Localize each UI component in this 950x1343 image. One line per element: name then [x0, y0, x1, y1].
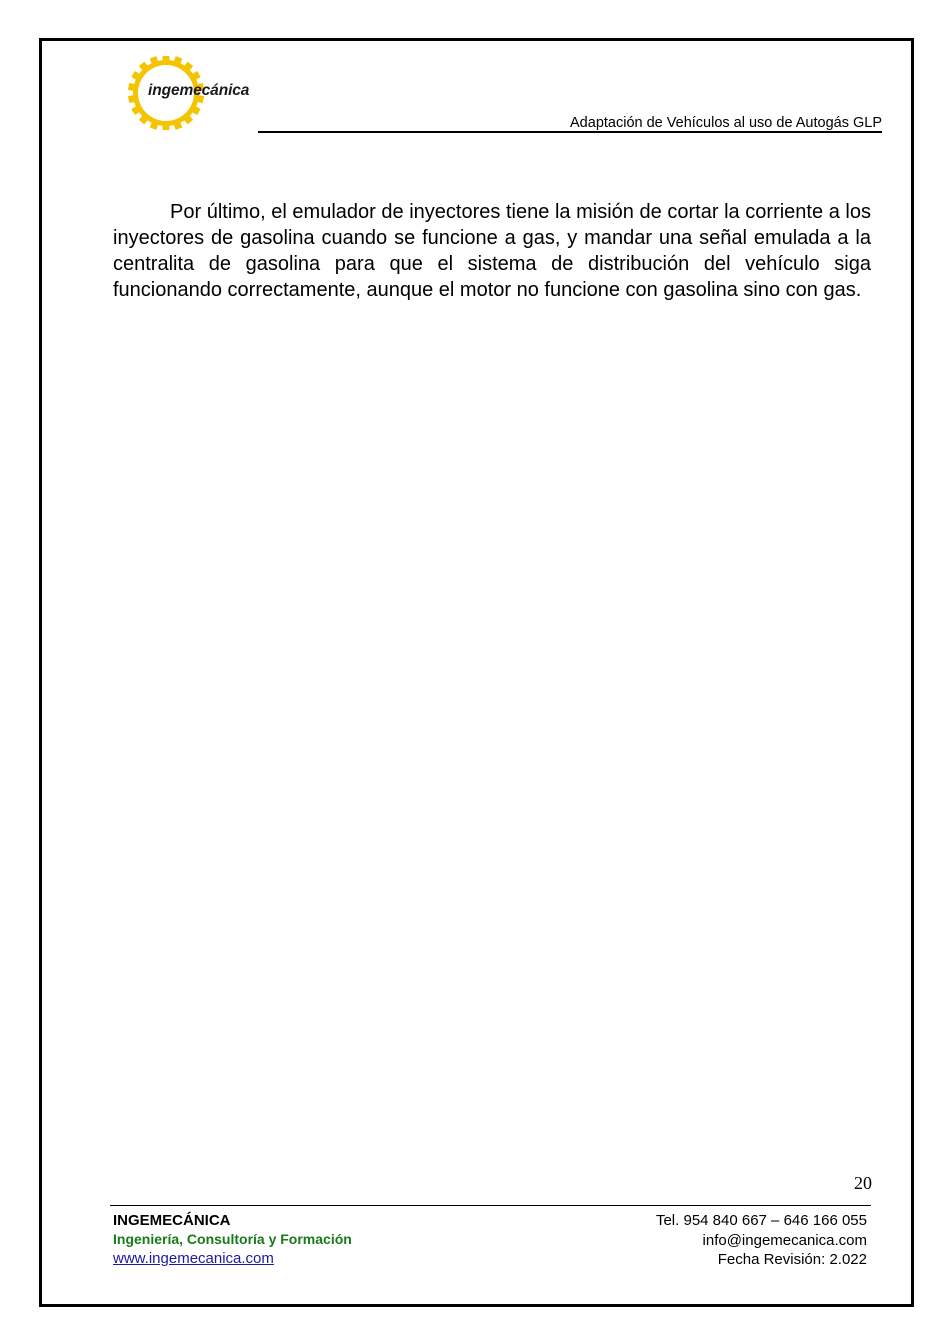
footer-phone: Tel. 954 840 667 – 646 166 055: [655, 1212, 867, 1229]
footer-website-link[interactable]: www.ingemecanica.com: [113, 1250, 274, 1267]
page-number: 20: [854, 1173, 872, 1193]
footer-tagline: Ingeniería, Consultoría y Formación: [113, 1231, 352, 1247]
document-title: Adaptación de Vehículos al uso de Autogás GLP: [570, 115, 882, 131]
header-divider: [258, 131, 882, 133]
footer-email[interactable]: info@ingemecanica.com: [702, 1231, 867, 1249]
footer-right: [656, 1211, 867, 1270]
company-logo: [128, 56, 268, 130]
footer-company: INGEMECÁNICA: [113, 1212, 231, 1229]
body-paragraph: Por último, el emulador de inyectores tiene la misión de cortar la corriente a los inyectores de gasolina cuando se funcione a gas, y mandar una señal emulada a la centralita de gasolina para que el sistema de distribución del vehículo siga funcionando correctamente, aunque el motor no funcione con gasolina sino con gas.: [113, 201, 871, 301]
footer-left: [113, 1211, 352, 1268]
footer-revision: Fecha Revisión: 2.022: [717, 1251, 867, 1268]
footer-divider: [110, 1205, 871, 1206]
logo-text: ingemecánica: [148, 82, 250, 99]
